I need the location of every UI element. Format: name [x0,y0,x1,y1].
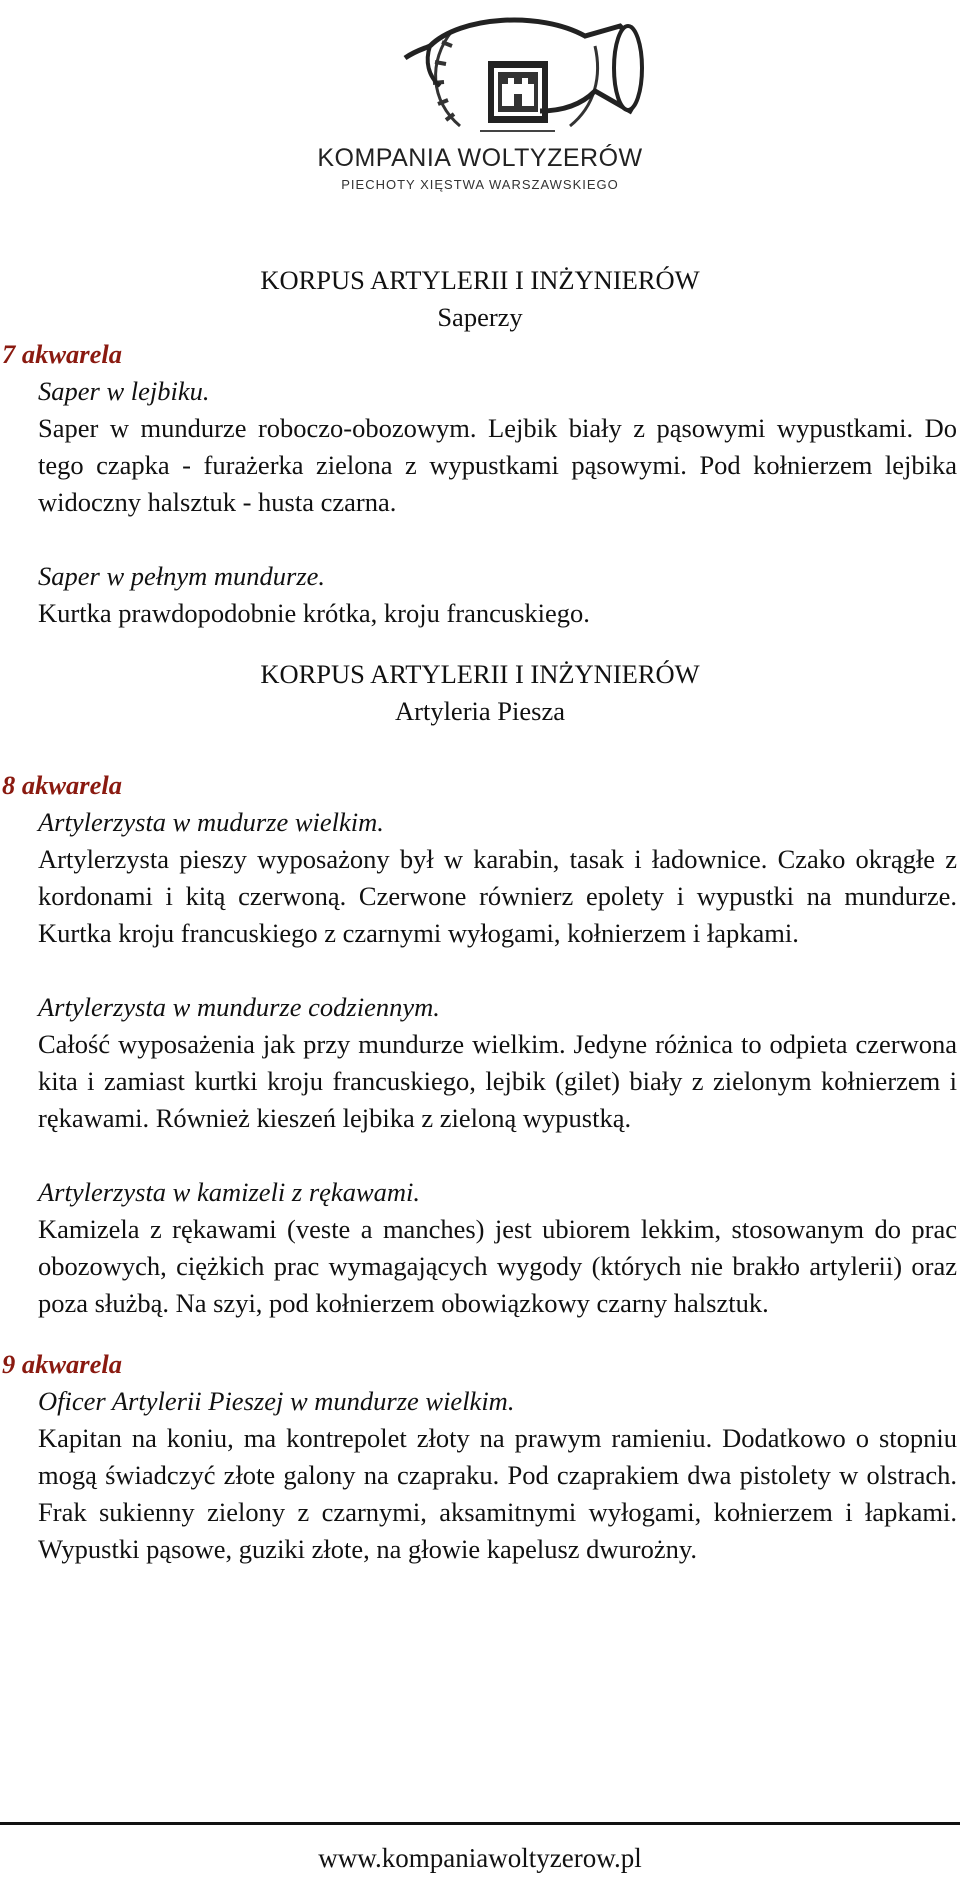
logo [0,0,960,210]
item-title: Saper w lejbiku. [38,376,210,406]
item-text: Saper w mundurze roboczo-obozowym. Lejbik biały z pąsowymi wypustkami. Do tego czapka - furażerka zielona z wypustkami pąsowymi. Pod kołnierzem lejbika widoczny halsztuk - husta czarna. [38,413,957,517]
item-title: Artylerzysta w kamizeli z rękawami. [38,1177,420,1207]
entry-block [0,1383,957,1568]
logo-subtitle: PIECHOTY XIĘSTWA WARSZAWSKIEGO [341,177,619,192]
section-subheading: Saperzy [437,302,523,332]
item-title: Artylerzysta w mundurze codziennym. [38,992,440,1022]
item-title: Saper w pełnym mundurze. [38,561,326,591]
item-text: Kurtka prawdopodobnie krótka, kroju francuskiego. [38,598,590,628]
entry-block [0,804,957,1322]
item-text: Kamizela z rękawami (veste a manches) jest ubiorem lekkim, stosowanym do prac obozowych, ciężkich prac wymagających wygody (których nie brakło artylerii) oraz poza służbą. Na szyi, pod kołnierzem obowiązkowy czarny halsztuk. [38,1214,957,1318]
entry-heading: 9 akwarela [2,1349,122,1379]
section-heading: KORPUS ARTYLERII I INŻYNIERÓW [260,659,700,689]
logo-title: KOMPANIA WOLTYZERÓW [317,144,643,172]
document-body [0,262,960,1568]
item-text: Całość wyposażenia jak przy mundurze wielkim. Jedyne różnica to odpieta czerwona kita i zamiast kurtki kroju francuskiego, lejbik (gilet) biały z zielonym kołnierzem i rękawami. Również kieszeń lejbika z zieloną wypustką. [38,1029,957,1133]
section-heading: KORPUS ARTYLERII I INŻYNIERÓW [260,265,700,295]
horn-emblem-icon [390,6,670,146]
footer-url[interactable]: www.kompaniawoltyzerow.pl [318,1843,642,1873]
section-subheading: Artyleria Piesza [395,696,565,726]
footer-divider [0,1822,960,1825]
item-text: Artylerzysta pieszy wyposażony był w karabin, tasak i ładownice. Czako okrągłe z kordonami i kitą czerwoną. Czerwone równierz epolety i wypustki na mundurze. Kurtka kroju francuskiego z czarnymi wyłogami, kołnierzem i łapkami. [38,844,957,948]
item-text: Kapitan na koniu, ma kontrepolet złoty na prawym ramieniu. Dodatkowo o stopniu mogą świadczyć złote galony na czapraku. Pod czaprakiem dwa pistolety w olstrach. Frak sukienny zielony z czarnymi, aksamitnymi wyłogami, kołnierzem i łapkami. Wypustki pąsowe, guziki złote, na głowie kapelusz dwurożny. [38,1423,957,1564]
entry-heading: 7 akwarela [2,339,122,369]
entry-heading: 8 akwarela [2,770,122,800]
item-title: Oficer Artylerii Pieszej w mundurze wielkim. [38,1386,515,1416]
entry-block [0,373,957,632]
item-title: Artylerzysta w mudurze wielkim. [38,807,384,837]
